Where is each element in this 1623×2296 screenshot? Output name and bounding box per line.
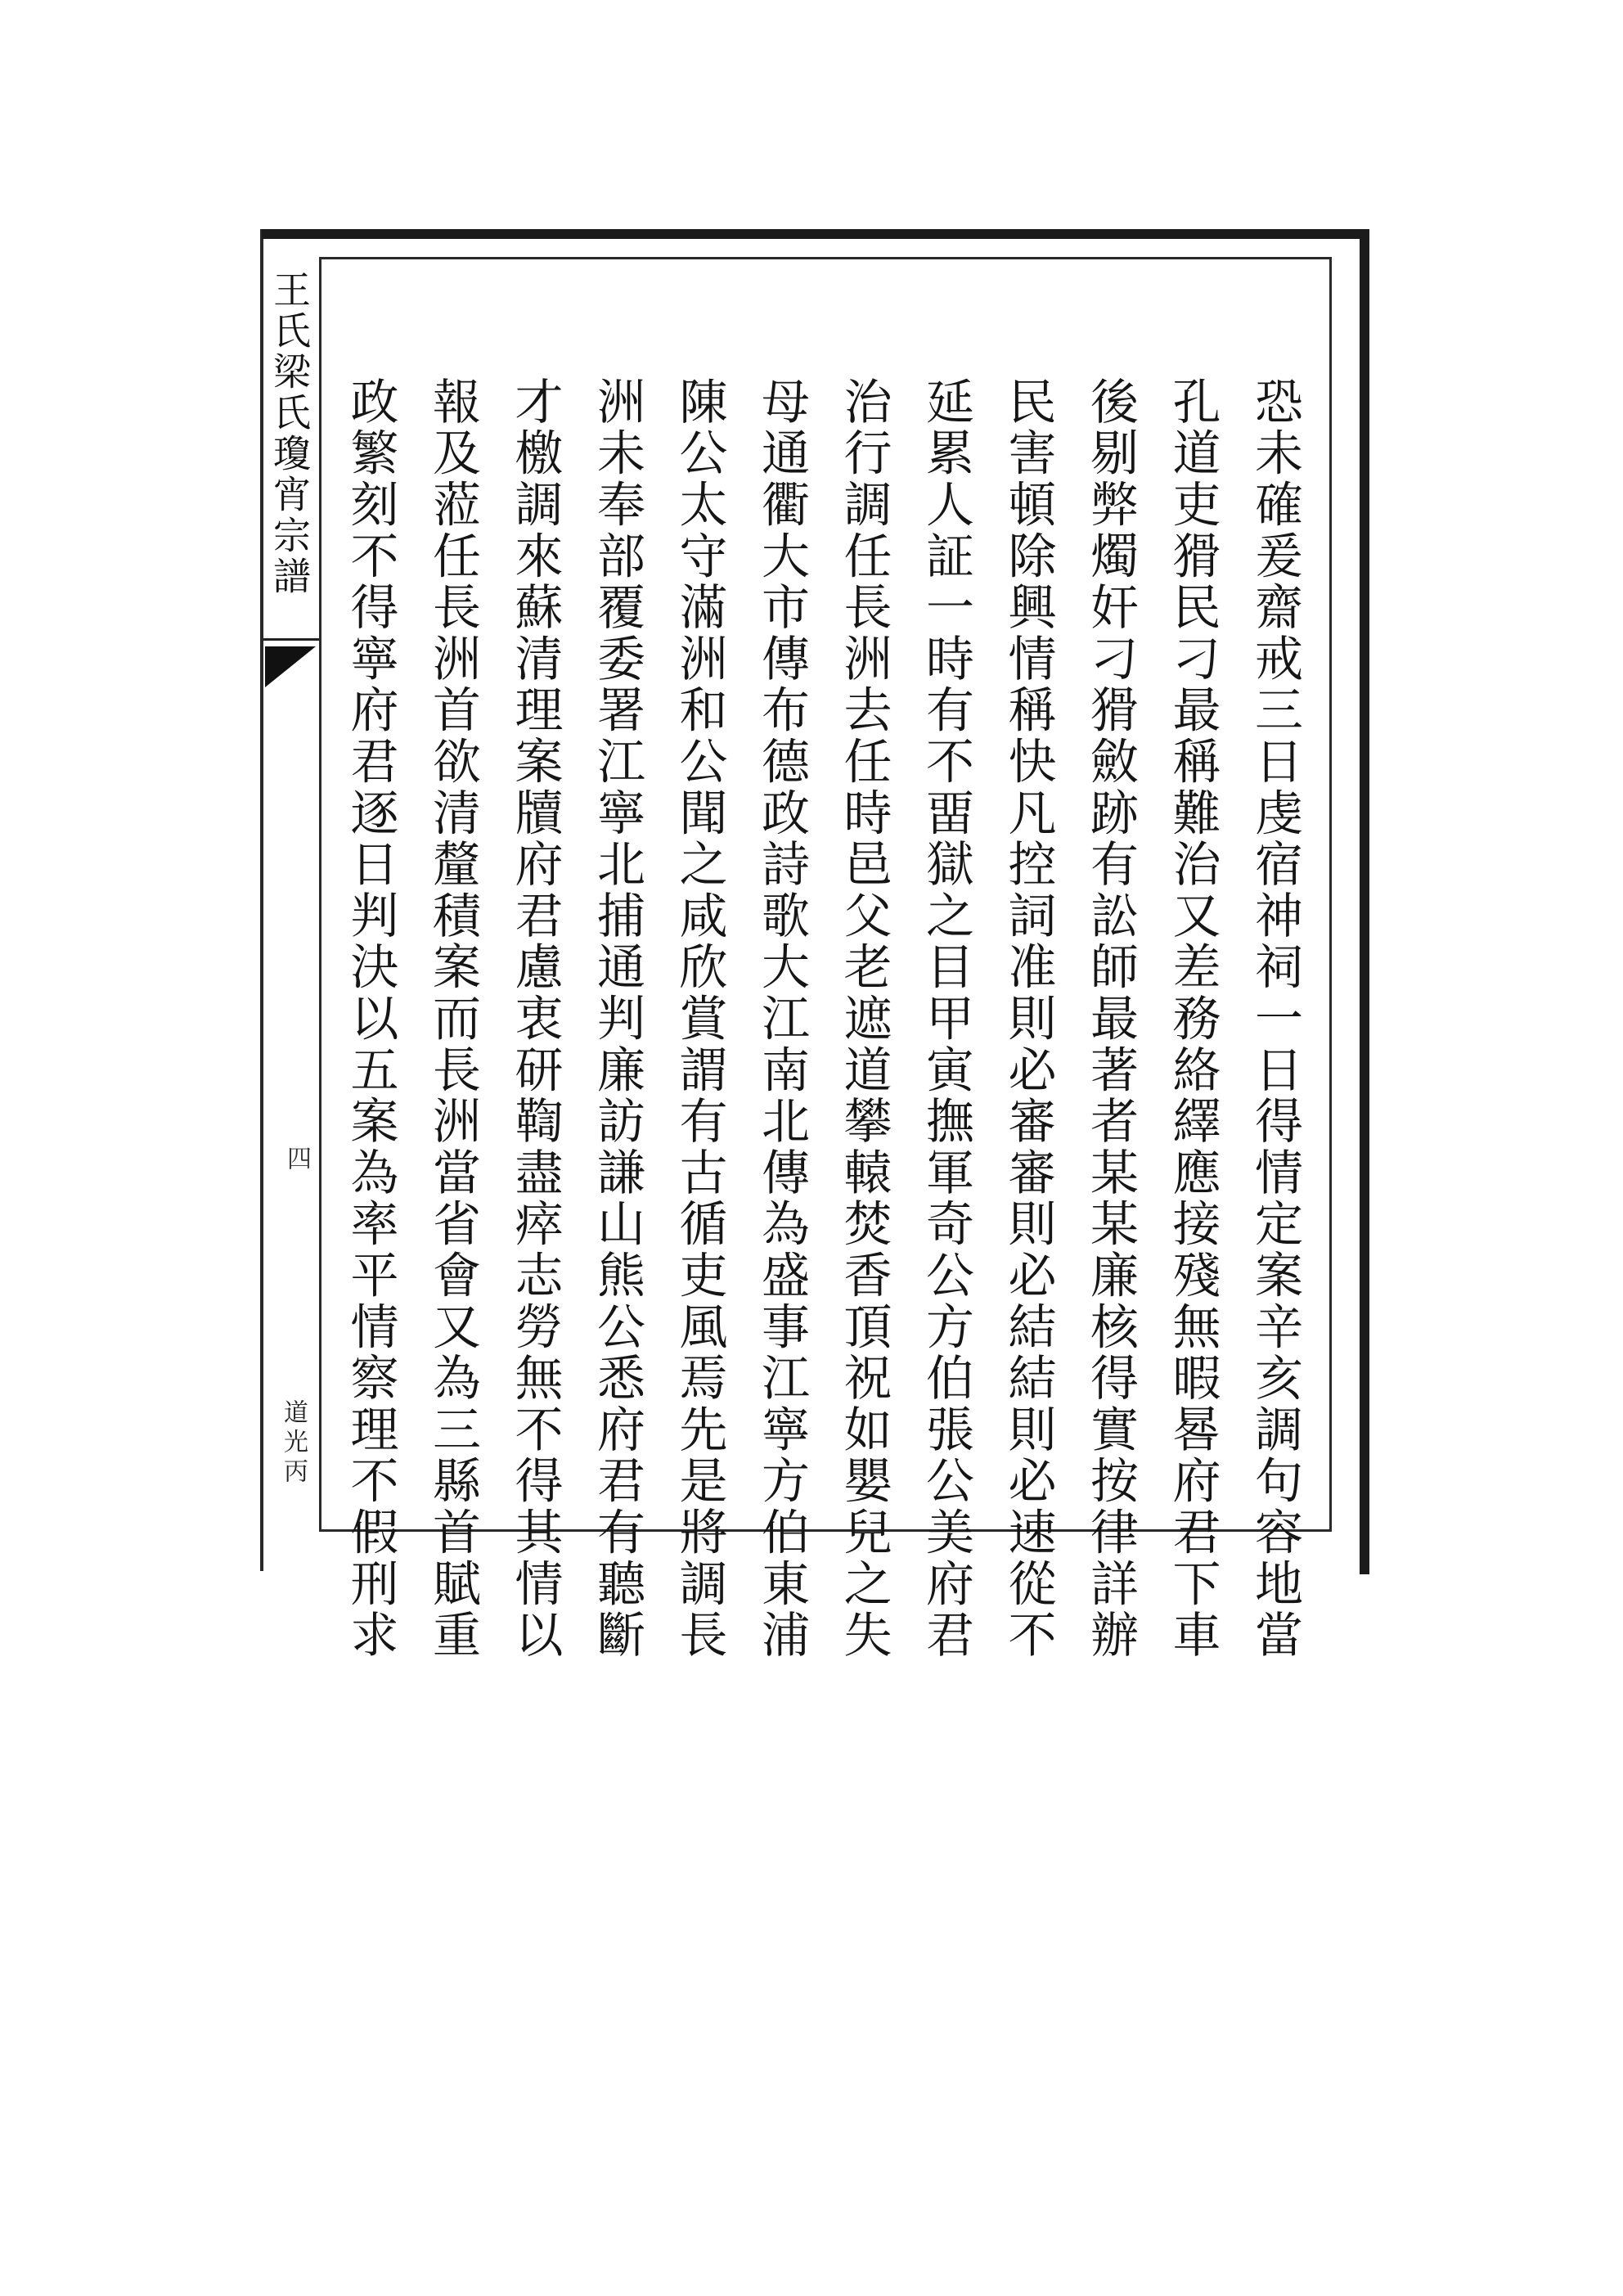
text-column: 治行調任長洲去任時邑父老遮道攀轅焚香頂祝如嬰兒之失 <box>835 376 892 1661</box>
text-column: 後剔弊燭奸刁猾斂跡有訟師最著者某某廉核得實按律詳辦 <box>1082 376 1139 1661</box>
text-column: 孔道吏猾民刁最稱難治又差務絡繹應接殘無暇晷府君下車 <box>1164 376 1221 1661</box>
text-column: 陳公太守滿洲和公聞之咸欣賞謂有古循吏風焉先是將調長 <box>671 376 728 1661</box>
text-column: 才檄調來蘇清理案牘府君慮衷研鞫盡瘁志勞無不得其情以 <box>506 376 564 1661</box>
text-column: 民害頓除興情稱快凡控詞准則必審審則必結結則必速從不 <box>1000 376 1057 1661</box>
spine-era-mark: 道光丙 <box>279 1399 308 1488</box>
text-column: 母通衢大市傳布德政詩歌大江南北傳為盛事江寧方伯東浦 <box>753 376 810 1661</box>
text-column: 政繁刻不得寧府君逐日判決以五案為率平情察理不假刑求 <box>342 376 399 1661</box>
text-column: 洲未奉部覆委署江寧北捕通判廉訪謙山熊公悉府君有聽斷 <box>589 376 645 1661</box>
spine-page-number: 四 <box>282 1146 311 1170</box>
text-column: 延累人証一時有不畱獄之目甲寅撫軍奇公方伯張公美府君 <box>918 376 974 1661</box>
fishtail-mark <box>265 646 316 687</box>
spine-title: 王氏梁氏瓊宵宗譜 <box>268 270 312 597</box>
spine-rule <box>263 638 319 641</box>
text-column: 恐未確爰齋戒三日虔宿神祠一日得情定案辛亥調句容地當 <box>1247 376 1303 1661</box>
scanned-page <box>245 221 1374 1661</box>
main-text <box>334 376 1315 1661</box>
text-column: 報及蒞任長洲首欲清釐積案而長洲當省會又為三縣首賦重 <box>425 376 481 1661</box>
